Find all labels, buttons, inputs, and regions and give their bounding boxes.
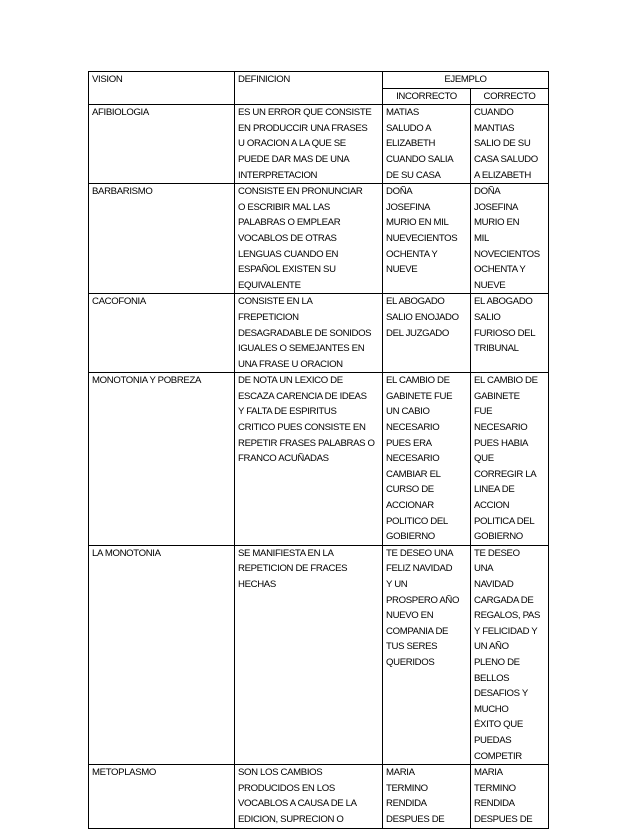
incorrecto-line: DOÑA (386, 186, 413, 198)
header-ejemplo: EJEMPLO (383, 72, 549, 89)
incorrecto-line: TERMINO (386, 782, 428, 794)
definicion-line: EDICION, SUPRECION O (238, 813, 344, 825)
incorrecto-line: MURIO EN MIL (386, 217, 449, 229)
definicion-line: VOCABLOS A CAUSA DE LA (238, 798, 357, 810)
definicion-line: UNA FRASE U ORACION (238, 358, 343, 370)
definicion-line: SE MANIFIESTA EN LA (238, 547, 334, 559)
definicion-line: FRANCO ACUÑADAS (238, 453, 329, 465)
correcto-line: TRIBUNAL (474, 343, 519, 355)
correcto-line: QUE (474, 453, 494, 465)
header-correcto: CORRECTO (471, 88, 549, 105)
correcto-line: MIL (474, 232, 489, 244)
cell-definicion (235, 105, 383, 184)
incorrecto-line: TUS SERES (386, 641, 438, 653)
definicion-line: CONSISTE EN LA (238, 296, 313, 308)
definicion-line: Y FALTA DE ESPIRITUS (238, 406, 337, 418)
incorrecto-line: TE DESEO UNA (386, 547, 454, 559)
cell-vision: METOPLASMO (89, 765, 235, 828)
definicion-line: REPETICION DE FRACES (238, 563, 348, 575)
incorrecto-line: CAMBIAR EL (386, 468, 441, 480)
incorrecto-line: COMPANIA DE (386, 625, 449, 637)
incorrecto-line: NUEVECIENTOS (386, 232, 458, 244)
incorrecto-line: RENDIDA (386, 798, 427, 810)
incorrecto-line: ELIZABETH (386, 138, 436, 150)
incorrecto-line: GOBIERNO (386, 531, 435, 543)
correcto-line: CUANDO (474, 107, 514, 119)
incorrecto-line: DESPUES DE (386, 813, 445, 825)
correcto-line: DOÑA (474, 186, 501, 198)
correcto-line: ÉXITO QUE (474, 719, 523, 731)
incorrecto-line: POLITICO DEL (386, 515, 448, 527)
cell-correcto (471, 294, 549, 373)
incorrecto-line: PROSPERO AÑO (386, 594, 460, 606)
correcto-line: SALIO DE SU (474, 138, 531, 150)
correcto-line: ACCION (474, 500, 510, 512)
incorrecto-line: MARIA (386, 767, 415, 779)
incorrecto-line: JOSEFINA (386, 201, 431, 213)
incorrecto-line: NUEVE (386, 264, 418, 276)
definicion-line: ESPAÑOL EXISTEN SU (238, 264, 336, 276)
incorrecto-line: QUERIDOS (386, 656, 435, 668)
definicion-line: ES UN ERROR QUE CONSISTE (238, 107, 372, 119)
incorrecto-line: OCHENTA Y (386, 248, 438, 260)
incorrecto-line: SALIO ENOJADO (386, 311, 459, 323)
definicion-line: PRODUCIDOS EN LOS (238, 782, 335, 794)
table-row (89, 294, 549, 373)
definicion-line: LENGUAS CUANDO EN (238, 248, 339, 260)
cell-correcto (471, 545, 549, 764)
correcto-line: PUES HABIA (474, 437, 529, 449)
correcto-line: GOBIERNO (474, 531, 523, 543)
definicion-line: FREPETICION (238, 311, 299, 323)
table-row (89, 184, 549, 294)
correcto-line: GABINETE (474, 390, 520, 402)
correcto-line: DESAFIOS Y (474, 688, 528, 700)
correcto-line: DESPUES DE (474, 813, 533, 825)
correcto-line: SALIO (474, 311, 501, 323)
correcto-line: PUEDAS (474, 734, 512, 746)
cell-incorrecto (383, 373, 471, 546)
correcto-line: BELLOS (474, 672, 510, 684)
correcto-line: TERMINO (474, 782, 516, 794)
incorrecto-line: CURSO DE (386, 484, 434, 496)
correcto-line: NAVIDAD (474, 579, 514, 590)
cell-definicion (235, 765, 383, 828)
incorrecto-line: SALUDO A (386, 122, 432, 134)
header-incorrecto: INCORRECTO (383, 88, 471, 105)
definicion-line: DESAGRADABLE DE SONIDOS (238, 327, 372, 339)
definicion-line: SON LOS CAMBIOS (238, 767, 323, 779)
incorrecto-line: PUES ERA (386, 437, 432, 449)
correcto-line: PLENO DE (474, 656, 520, 668)
cell-definicion (235, 373, 383, 546)
cell-vision: MONOTONIA Y POBREZA (89, 373, 235, 546)
correcto-line: TE DESEO (474, 547, 520, 559)
table-row (89, 373, 549, 546)
header-definicion: DEFINICION (235, 72, 383, 105)
correcto-line: A ELIZABETH (474, 169, 531, 181)
incorrecto-line: MATIAS (386, 107, 419, 119)
definicion-line: PALABRAS O EMPLEAR (238, 217, 341, 229)
incorrecto-line: DEL JUZGADO (386, 327, 449, 339)
cell-incorrecto (383, 294, 471, 373)
correcto-line: MANTIAS (474, 122, 515, 134)
definicion-line: CONSISTE EN PRONUNCIAR (238, 186, 363, 198)
correcto-line: NUEVE (474, 279, 506, 291)
definicion-line: ESCAZA CARENCIA DE IDEAS (238, 390, 367, 402)
incorrecto-line: NECESARIO (386, 422, 440, 434)
correcto-line: CARGADA DE (474, 594, 534, 606)
cell-incorrecto (383, 184, 471, 294)
cell-correcto (471, 765, 549, 828)
definicion-line: REPETIR FRASES PALABRAS O (238, 437, 375, 449)
definicion-line: O ESCRIBIR MAL LAS (238, 201, 330, 213)
document-table (88, 71, 549, 829)
cell-incorrecto (383, 105, 471, 184)
incorrecto-line: Y UN (386, 579, 408, 590)
correcto-line: MURIO EN (474, 217, 520, 229)
incorrecto-line: EL CAMBIO DE (386, 375, 450, 387)
correcto-line: Y FELICIDAD Y (474, 625, 538, 637)
correcto-line: CASA SALUDO (474, 153, 538, 165)
definicion-line: EQUIVALENTE (238, 279, 301, 291)
cell-definicion (235, 294, 383, 373)
correcto-line: EL CAMBIO DE (474, 375, 538, 387)
cell-correcto (471, 105, 549, 184)
definicion-line: IGUALES O SEMEJANTES EN (238, 343, 365, 355)
correcto-line: MUCHO (474, 703, 509, 715)
correcto-line: OCHENTA Y (474, 264, 526, 276)
cell-incorrecto (383, 545, 471, 764)
incorrecto-line: ACCIONAR (386, 500, 434, 512)
correcto-line: NOVECIENTOS (474, 248, 540, 260)
cell-vision: AFIBIOLOGIA (89, 105, 235, 184)
correcto-line: UNA (474, 563, 494, 575)
table-row (89, 545, 549, 764)
incorrecto-line: UN CABIO (386, 406, 430, 418)
table-row (89, 105, 549, 184)
table-row (89, 765, 549, 828)
definicion-line: HECHAS (238, 579, 276, 590)
header-row (89, 72, 549, 89)
incorrecto-line: DE SU CASA (386, 169, 441, 181)
incorrecto-line: CUANDO SALIA (386, 153, 454, 165)
definicion-line: U ORACION A LA QUE SE (238, 138, 346, 150)
incorrecto-line: NUEVO EN (386, 610, 434, 622)
cell-correcto (471, 184, 549, 294)
correcto-line: LINEA DE (474, 484, 515, 496)
incorrecto-line: FELIZ NAVIDAD (386, 563, 453, 575)
definicion-line: CRITICO PUES CONSISTE EN (238, 422, 366, 434)
cell-vision: BARBARISMO (89, 184, 235, 294)
correcto-line: POLITICA DEL (474, 515, 535, 527)
correcto-line: EL ABOGADO (474, 296, 533, 308)
incorrecto-line: EL ABOGADO (386, 296, 445, 308)
definicion-line: DE NOTA UN LEXICO DE (238, 375, 343, 387)
cell-definicion (235, 545, 383, 764)
definicion-line: INTERPRETACION (238, 169, 318, 181)
definicion-line: EN PRODUCCIR UNA FRASES (238, 122, 368, 134)
correcto-line: FUE (474, 406, 493, 418)
correcto-line: RENDIDA (474, 798, 515, 810)
cell-correcto (471, 373, 549, 546)
correcto-line: REGALOS, PAS (474, 610, 541, 622)
incorrecto-line: GABINETE FUE (386, 390, 453, 402)
correcto-line: UN AÑO (474, 641, 509, 653)
incorrecto-line: NECESARIO (386, 453, 440, 465)
correcto-line: FURIOSO DEL (474, 327, 536, 339)
cell-vision: CACOFONIA (89, 294, 235, 373)
correcto-line: COMPETIR (474, 750, 522, 762)
cell-incorrecto (383, 765, 471, 828)
definicion-line: VOCABLOS DE OTRAS (238, 232, 337, 244)
correcto-line: JOSEFINA (474, 201, 519, 213)
correcto-line: NECESARIO (474, 422, 528, 434)
cell-definicion (235, 184, 383, 294)
correcto-line: MARIA (474, 767, 503, 779)
correcto-line: CORREGIR LA (474, 468, 537, 480)
definicion-line: PUEDE DAR MAS DE UNA (238, 153, 350, 165)
header-vision: VISION (89, 72, 235, 105)
cell-vision: LA MONOTONIA (89, 545, 235, 764)
